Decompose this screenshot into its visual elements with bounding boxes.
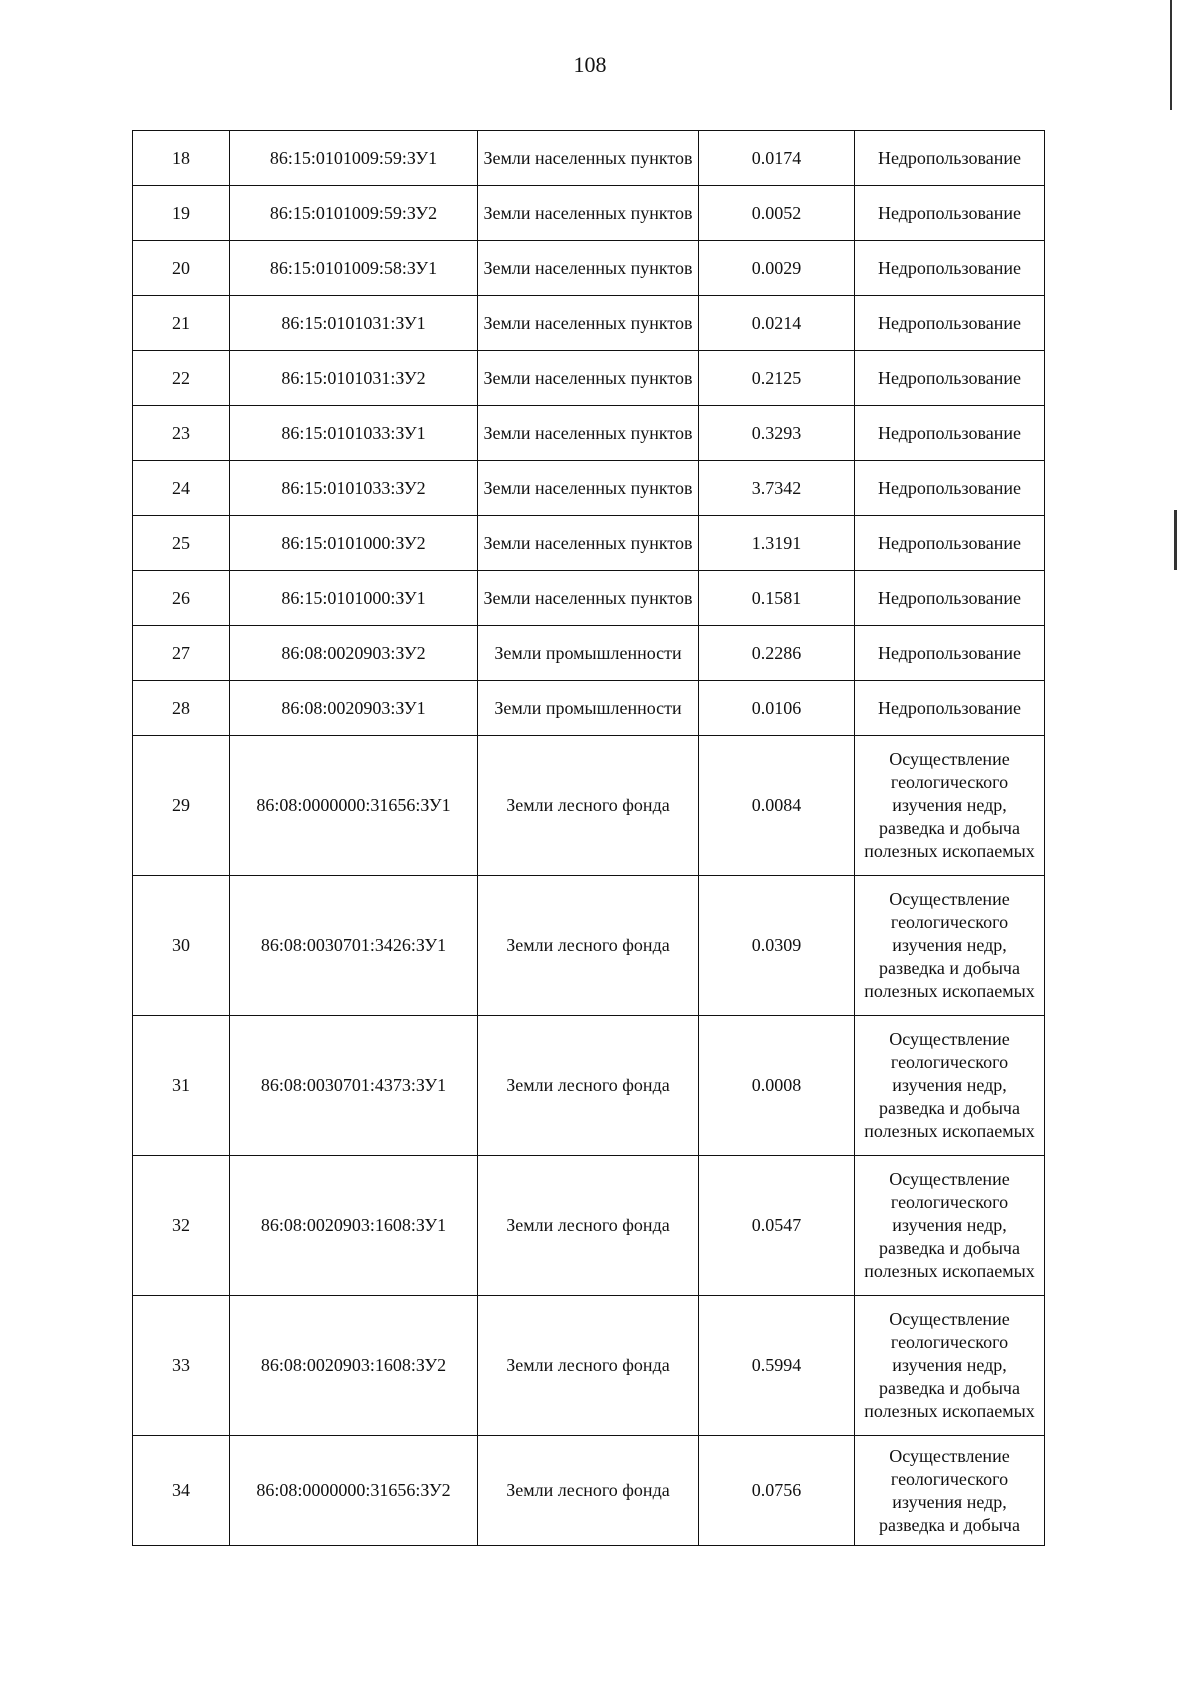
land-category-cell: Земли лесного фонда bbox=[478, 1436, 699, 1546]
purpose-cell: Недропользование bbox=[855, 186, 1045, 241]
table-row bbox=[133, 241, 1045, 296]
cadastral-number-cell: 86:15:0101031:ЗУ2 bbox=[230, 351, 478, 406]
purpose-cell: Осуществление геологического изучения недр, разведка и добыча полезных ископаемых bbox=[855, 1296, 1045, 1436]
cadastral-number-cell: 86:15:0101033:ЗУ2 bbox=[230, 461, 478, 516]
row-number-cell: 28 bbox=[133, 681, 230, 736]
purpose-cell: Недропользование bbox=[855, 626, 1045, 681]
purpose-cell: Недропользование bbox=[855, 131, 1045, 186]
row-number-cell: 32 bbox=[133, 1156, 230, 1296]
table-row bbox=[133, 571, 1045, 626]
land-category-cell: Земли лесного фонда bbox=[478, 876, 699, 1016]
land-category-cell: Земли лесного фонда bbox=[478, 1296, 699, 1436]
purpose-cell: Недропользование bbox=[855, 406, 1045, 461]
purpose-cell: Недропользование bbox=[855, 516, 1045, 571]
area-cell: 0.5994 bbox=[699, 1296, 855, 1436]
cadastral-number-cell: 86:08:0000000:31656:ЗУ2 bbox=[230, 1436, 478, 1546]
area-cell: 0.2286 bbox=[699, 626, 855, 681]
land-category-cell: Земли населенных пунктов bbox=[478, 461, 699, 516]
row-number-cell: 21 bbox=[133, 296, 230, 351]
row-number-cell: 27 bbox=[133, 626, 230, 681]
table-row bbox=[133, 736, 1045, 876]
table-row bbox=[133, 461, 1045, 516]
area-cell: 0.0052 bbox=[699, 186, 855, 241]
table-body bbox=[133, 131, 1045, 1546]
cadastral-number-cell: 86:15:0101033:ЗУ1 bbox=[230, 406, 478, 461]
area-cell: 0.0756 bbox=[699, 1436, 855, 1546]
area-cell: 0.0547 bbox=[699, 1156, 855, 1296]
table-row bbox=[133, 351, 1045, 406]
land-category-cell: Земли населенных пунктов bbox=[478, 351, 699, 406]
table-row bbox=[133, 681, 1045, 736]
area-cell: 0.0008 bbox=[699, 1016, 855, 1156]
area-cell: 0.0106 bbox=[699, 681, 855, 736]
land-category-cell: Земли населенных пунктов bbox=[478, 516, 699, 571]
table-row bbox=[133, 1436, 1045, 1546]
scan-edge-mark bbox=[1174, 510, 1177, 570]
purpose-cell: Осуществление геологического изучения недр, разведка и добыча полезных ископаемых bbox=[855, 876, 1045, 1016]
table-row bbox=[133, 131, 1045, 186]
cadastral-number-cell: 86:15:0101031:ЗУ1 bbox=[230, 296, 478, 351]
purpose-cell: Недропользование bbox=[855, 351, 1045, 406]
page-number: 108 bbox=[573, 52, 607, 77]
row-number-cell: 24 bbox=[133, 461, 230, 516]
cadastral-number-cell: 86:08:0020903:ЗУ1 bbox=[230, 681, 478, 736]
land-category-cell: Земли промышленности bbox=[478, 681, 699, 736]
land-category-cell: Земли лесного фонда bbox=[478, 1156, 699, 1296]
row-number-cell: 31 bbox=[133, 1016, 230, 1156]
row-number-cell: 19 bbox=[133, 186, 230, 241]
cadastral-number-cell: 86:15:0101009:59:ЗУ2 bbox=[230, 186, 478, 241]
cadastral-number-cell: 86:15:0101009:59:ЗУ1 bbox=[230, 131, 478, 186]
land-category-cell: Земли населенных пунктов bbox=[478, 571, 699, 626]
purpose-cell: Осуществление геологического изучения недр, разведка и добыча bbox=[855, 1436, 1045, 1546]
area-cell: 3.7342 bbox=[699, 461, 855, 516]
area-cell: 0.2125 bbox=[699, 351, 855, 406]
area-cell: 0.0029 bbox=[699, 241, 855, 296]
purpose-cell: Осуществление геологического изучения недр, разведка и добыча полезных ископаемых bbox=[855, 736, 1045, 876]
land-category-cell: Земли населенных пунктов bbox=[478, 241, 699, 296]
cadastral-number-cell: 86:15:0101000:ЗУ2 bbox=[230, 516, 478, 571]
land-category-cell: Земли промышленности bbox=[478, 626, 699, 681]
row-number-cell: 18 bbox=[133, 131, 230, 186]
table-row bbox=[133, 296, 1045, 351]
table-row bbox=[133, 516, 1045, 571]
row-number-cell: 30 bbox=[133, 876, 230, 1016]
land-category-cell: Земли лесного фонда bbox=[478, 736, 699, 876]
area-cell: 0.0309 bbox=[699, 876, 855, 1016]
area-cell: 0.3293 bbox=[699, 406, 855, 461]
row-number-cell: 22 bbox=[133, 351, 230, 406]
row-number-cell: 33 bbox=[133, 1296, 230, 1436]
row-number-cell: 23 bbox=[133, 406, 230, 461]
purpose-cell: Недропользование bbox=[855, 296, 1045, 351]
table-row bbox=[133, 626, 1045, 681]
table-row bbox=[133, 186, 1045, 241]
area-cell: 0.0214 bbox=[699, 296, 855, 351]
land-category-cell: Земли лесного фонда bbox=[478, 1016, 699, 1156]
row-number-cell: 20 bbox=[133, 241, 230, 296]
cadastral-number-cell: 86:08:0020903:1608:ЗУ2 bbox=[230, 1296, 478, 1436]
cadastral-number-cell: 86:08:0000000:31656:ЗУ1 bbox=[230, 736, 478, 876]
land-category-cell: Земли населенных пунктов bbox=[478, 131, 699, 186]
table-row bbox=[133, 1156, 1045, 1296]
purpose-cell: Осуществление геологического изучения недр, разведка и добыча полезных ископаемых bbox=[855, 1156, 1045, 1296]
area-cell: 0.0174 bbox=[699, 131, 855, 186]
land-plots-table bbox=[132, 130, 1045, 1546]
scan-edge-mark bbox=[1170, 0, 1172, 110]
cadastral-number-cell: 86:15:0101000:ЗУ1 bbox=[230, 571, 478, 626]
row-number-cell: 25 bbox=[133, 516, 230, 571]
purpose-cell: Осуществление геологического изучения недр, разведка и добыча полезных ископаемых bbox=[855, 1016, 1045, 1156]
row-number-cell: 29 bbox=[133, 736, 230, 876]
purpose-cell: Недропользование bbox=[855, 571, 1045, 626]
area-cell: 0.1581 bbox=[699, 571, 855, 626]
table-row bbox=[133, 876, 1045, 1016]
cadastral-number-cell: 86:08:0030701:4373:ЗУ1 bbox=[230, 1016, 478, 1156]
area-cell: 1.3191 bbox=[699, 516, 855, 571]
land-category-cell: Земли населенных пунктов bbox=[478, 186, 699, 241]
cadastral-number-cell: 86:08:0030701:3426:ЗУ1 bbox=[230, 876, 478, 1016]
table-row bbox=[133, 406, 1045, 461]
row-number-cell: 26 bbox=[133, 571, 230, 626]
land-category-cell: Земли населенных пунктов bbox=[478, 406, 699, 461]
table-row bbox=[133, 1296, 1045, 1436]
cadastral-number-cell: 86:08:0020903:ЗУ2 bbox=[230, 626, 478, 681]
cadastral-number-cell: 86:15:0101009:58:ЗУ1 bbox=[230, 241, 478, 296]
land-category-cell: Земли населенных пунктов bbox=[478, 296, 699, 351]
purpose-cell: Недропользование bbox=[855, 461, 1045, 516]
area-cell: 0.0084 bbox=[699, 736, 855, 876]
cadastral-number-cell: 86:08:0020903:1608:ЗУ1 bbox=[230, 1156, 478, 1296]
row-number-cell: 34 bbox=[133, 1436, 230, 1546]
table-row bbox=[133, 1016, 1045, 1156]
purpose-cell: Недропользование bbox=[855, 681, 1045, 736]
purpose-cell: Недропользование bbox=[855, 241, 1045, 296]
